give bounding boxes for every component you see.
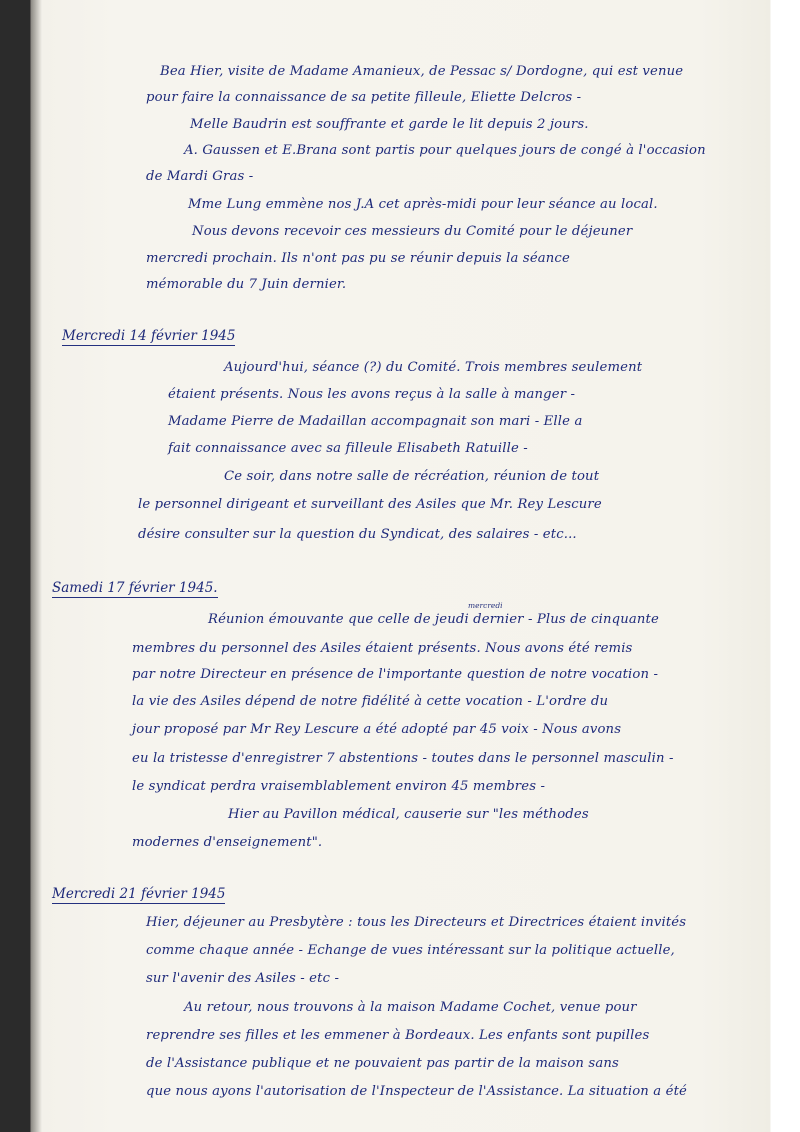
text-line: la vie des Asiles dépend de notre fidélité à cette vocation - L'ordre du bbox=[132, 694, 609, 709]
text-line: jour proposé par Mr Rey Lescure a été adopté par 45 voix - Nous avons bbox=[132, 722, 622, 737]
text-line: modernes d'enseignement". bbox=[132, 835, 323, 850]
text-line: Bea Hier, visite de Madame Amanieux, de Pessac s/ Dordogne, qui est venue bbox=[160, 64, 684, 79]
entry-date-heading: Mercredi 14 février 1945 bbox=[62, 328, 236, 344]
text-line: Hier, déjeuner au Presbytère : tous les Directeurs et Directrices étaient invités bbox=[146, 915, 687, 930]
journal-page bbox=[38, 6, 770, 1132]
text-line: Mme Lung emmène nos J.A cet après-midi pour leur séance au local. bbox=[188, 197, 658, 212]
text-line: A. Gaussen et E.Brana sont partis pour quelques jours de congé à l'occasion bbox=[184, 143, 706, 158]
text-line: Ce soir, dans notre salle de récréation, réunion de tout bbox=[224, 469, 600, 484]
text-line: le syndicat perdra vraisemblablement environ 45 membres - bbox=[132, 779, 546, 794]
text-line: reprendre ses filles et les emmener à Bordeaux. Les enfants sont pupilles bbox=[146, 1028, 650, 1043]
text-line: que nous ayons l'autorisation de l'Inspecteur de l'Assistance. La situation a été bbox=[146, 1084, 687, 1099]
text-line: membres du personnel des Asiles étaient présents. Nous avons été remis bbox=[132, 641, 633, 656]
text-line: Nous devons recevoir ces messieurs du Comité pour le déjeuner bbox=[192, 224, 633, 239]
entry-date-heading: Mercredi 21 février 1945 bbox=[52, 886, 226, 902]
text-line: de Mardi Gras - bbox=[146, 169, 254, 184]
text-line: mémorable du 7 Juin dernier. bbox=[146, 277, 347, 292]
text-line: Aujourd'hui, séance (?) du Comité. Trois membres seulement bbox=[224, 360, 643, 375]
text-line: Au retour, nous trouvons à la maison Madame Cochet, venue pour bbox=[184, 1000, 637, 1015]
text-line: sur l'avenir des Asiles - etc - bbox=[146, 971, 340, 986]
text-line: étaient présents. Nous les avons reçus à la salle à manger - bbox=[168, 387, 576, 402]
text-line: le personnel dirigeant et surveillant des Asiles que Mr. Rey Lescure bbox=[138, 497, 602, 512]
text-line: de l'Assistance publique et ne pouvaient pas partir de la maison sans bbox=[146, 1056, 619, 1071]
text-line: Madame Pierre de Madaillan accompagnait son mari - Elle a bbox=[168, 414, 583, 429]
text-line: Melle Baudrin est souffrante et garde le lit depuis 2 jours. bbox=[190, 117, 589, 132]
entry-date-heading: Samedi 17 février 1945. bbox=[52, 580, 218, 596]
text-line: par notre Directeur en présence de l'importante question de notre vocation - bbox=[132, 667, 659, 682]
text-line: pour faire la connaissance de sa petite filleule, Eliette Delcros - bbox=[146, 90, 582, 105]
text-line: comme chaque année - Echange de vues intéressant sur la politique actuelle, bbox=[146, 943, 675, 958]
insertion-above-line: mercredi bbox=[468, 601, 503, 610]
text-line: Hier au Pavillon médical, causerie sur "les méthodes bbox=[228, 807, 589, 822]
text-line: mercredi prochain. Ils n'ont pas pu se réunir depuis la séance bbox=[146, 251, 570, 266]
text-line: désire consulter sur la question du Syndicat, des salaires - etc... bbox=[138, 527, 577, 542]
text-line: eu la tristesse d'enregistrer 7 abstentions - toutes dans le personnel masculin - bbox=[132, 751, 674, 766]
text-line: fait connaissance avec sa filleule Elisabeth Ratuille - bbox=[168, 441, 528, 456]
text-line: Réunion émouvante que celle de jeudi dernier - Plus de cinquante bbox=[208, 612, 659, 627]
